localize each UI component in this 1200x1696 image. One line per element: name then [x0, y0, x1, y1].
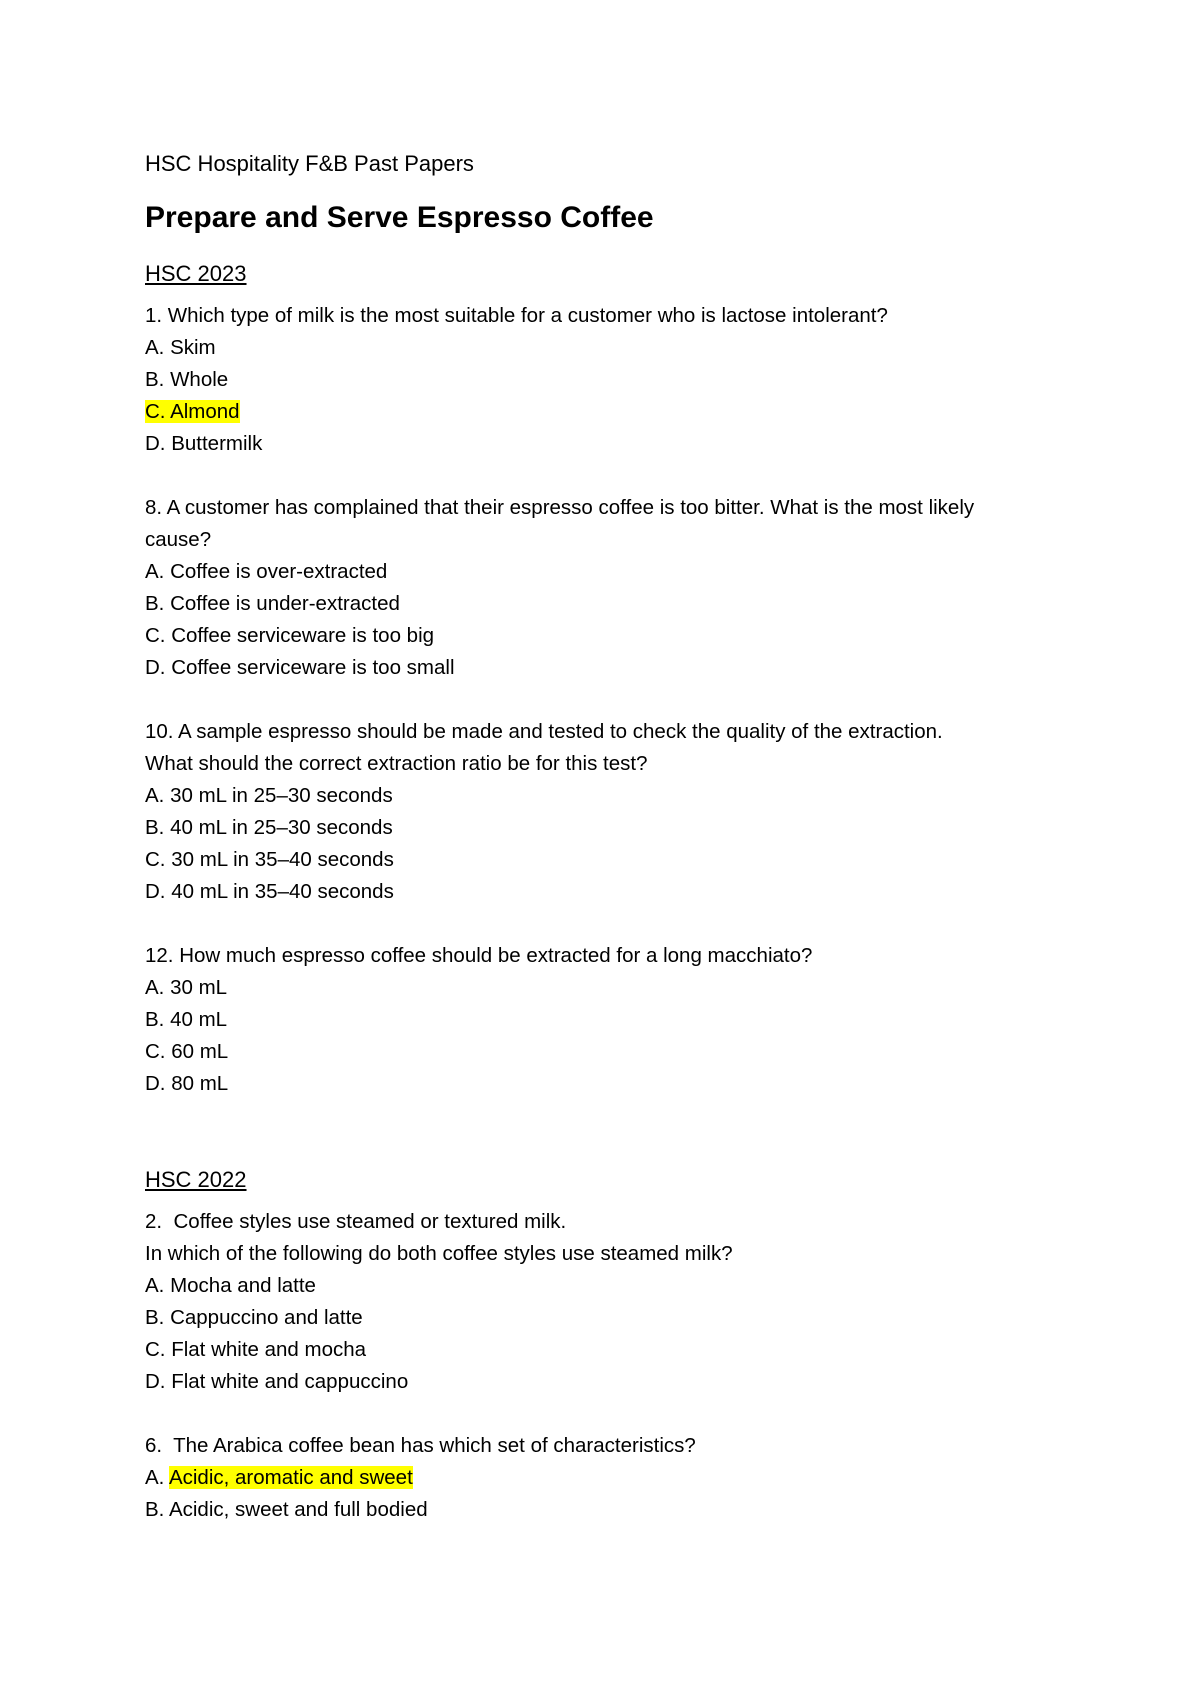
option-prefix: B. — [145, 1008, 171, 1031]
option-prefix: A. — [145, 784, 171, 807]
document-header: HSC Hospitality F&B Past Papers — [145, 151, 474, 176]
option-prefix: D. — [145, 1072, 172, 1095]
option-prefix: D. — [145, 1370, 172, 1393]
option-text: 40 mL in 35–40 seconds — [171, 880, 394, 903]
option-text: Almond — [170, 400, 240, 423]
option-text: Coffee is under-extracted — [170, 592, 400, 615]
option-a — [145, 1270, 1105, 1302]
question-text: 8. A customer has complained that their espresso coffee is too bitter. What is the most likely — [145, 496, 975, 519]
section-spacer — [145, 1132, 1105, 1164]
document-title: Prepare and Serve Espresso Coffee — [145, 201, 654, 234]
option-a — [145, 556, 1105, 588]
option-prefix: A. — [145, 336, 171, 359]
question-text: 10. A sample espresso should be made and tested to check the quality of the extraction. — [145, 720, 943, 743]
question-text-continued: What should the correct extraction ratio be for this test? — [145, 752, 648, 775]
option-text: 40 mL in 25–30 seconds — [170, 816, 393, 839]
option-d — [145, 428, 1105, 460]
question-1 — [145, 300, 1105, 460]
option-prefix: C. — [145, 624, 172, 647]
option-d — [145, 652, 1105, 684]
option-b — [145, 1004, 1105, 1036]
option-text: Buttermilk — [171, 432, 263, 455]
option-a-highlighted — [145, 1462, 1105, 1494]
option-a — [145, 780, 1105, 812]
option-c — [145, 1334, 1105, 1366]
option-text: Skim — [170, 336, 216, 359]
question-text: 2. Coffee styles use steamed or textured milk. — [145, 1210, 567, 1233]
highlighted-answer — [145, 400, 240, 423]
option-b — [145, 588, 1105, 620]
option-prefix: C. — [145, 1040, 172, 1063]
option-prefix: D. — [145, 432, 172, 455]
option-prefix: A. — [145, 1274, 171, 1297]
question-6 — [145, 1430, 1105, 1526]
option-b — [145, 1494, 1105, 1526]
option-text: 30 mL — [170, 976, 228, 999]
option-prefix: B. — [145, 1306, 171, 1329]
option-prefix: D. — [145, 656, 172, 679]
question-10 — [145, 716, 1105, 908]
question-text-continued: cause? — [145, 528, 212, 551]
section-heading: HSC 2022 — [145, 1167, 247, 1192]
option-c — [145, 844, 1105, 876]
option-prefix: A. — [145, 1466, 169, 1489]
option-d — [145, 1068, 1105, 1100]
question-2 — [145, 1206, 1105, 1398]
option-prefix: B. — [145, 592, 171, 615]
section-heading: HSC 2023 — [145, 261, 247, 286]
option-text: Cappuccino and latte — [170, 1306, 363, 1329]
question-text-continued: In which of the following do both coffee styles use steamed milk? — [145, 1242, 733, 1265]
option-prefix: C. — [145, 848, 172, 871]
option-text: 80 mL — [171, 1072, 229, 1095]
option-b — [145, 812, 1105, 844]
option-text: 60 mL — [171, 1040, 229, 1063]
option-prefix: B. — [145, 368, 171, 391]
option-b — [145, 364, 1105, 396]
option-text: Flat white and mocha — [171, 1338, 367, 1361]
option-d — [145, 1366, 1105, 1398]
section-hsc-2023 — [145, 258, 1105, 1100]
question-text: 6. The Arabica coffee bean has which set of characteristics? — [145, 1434, 696, 1457]
option-text: 30 mL in 25–30 seconds — [170, 784, 393, 807]
option-a — [145, 972, 1105, 1004]
option-c — [145, 620, 1105, 652]
option-prefix: A. — [145, 560, 171, 583]
option-text: Coffee is over-extracted — [170, 560, 388, 583]
option-text: 40 mL — [170, 1008, 228, 1031]
option-text: Whole — [170, 368, 229, 391]
option-prefix: D. — [145, 880, 172, 903]
option-prefix: B. — [145, 816, 171, 839]
option-text: Acidic, sweet and full bodied — [168, 1498, 428, 1521]
option-text: Coffee serviceware is too small — [171, 656, 455, 679]
option-text: Flat white and cappuccino — [171, 1370, 409, 1393]
option-text: Mocha and latte — [170, 1274, 316, 1297]
question-8 — [145, 492, 1105, 684]
option-prefix: B. — [145, 1498, 169, 1521]
question-text: 1. Which type of milk is the most suitable for a customer who is lactose intolerant? — [145, 304, 888, 327]
option-b — [145, 1302, 1105, 1334]
option-a — [145, 332, 1105, 364]
question-text: 12. How much espresso coffee should be extracted for a long macchiato? — [145, 944, 813, 967]
option-text: Coffee serviceware is too big — [171, 624, 435, 647]
option-prefix: C. — [145, 1338, 172, 1361]
highlighted-answer: Acidic, aromatic and sweet — [168, 1466, 413, 1489]
option-c-highlighted — [145, 396, 1105, 428]
document-page — [145, 148, 1105, 1558]
option-d — [145, 876, 1105, 908]
option-text: 30 mL in 35–40 seconds — [171, 848, 394, 871]
section-hsc-2022 — [145, 1164, 1105, 1526]
option-c — [145, 1036, 1105, 1068]
question-12 — [145, 940, 1105, 1100]
option-prefix: C. — [145, 400, 171, 423]
option-prefix: A. — [145, 976, 171, 999]
